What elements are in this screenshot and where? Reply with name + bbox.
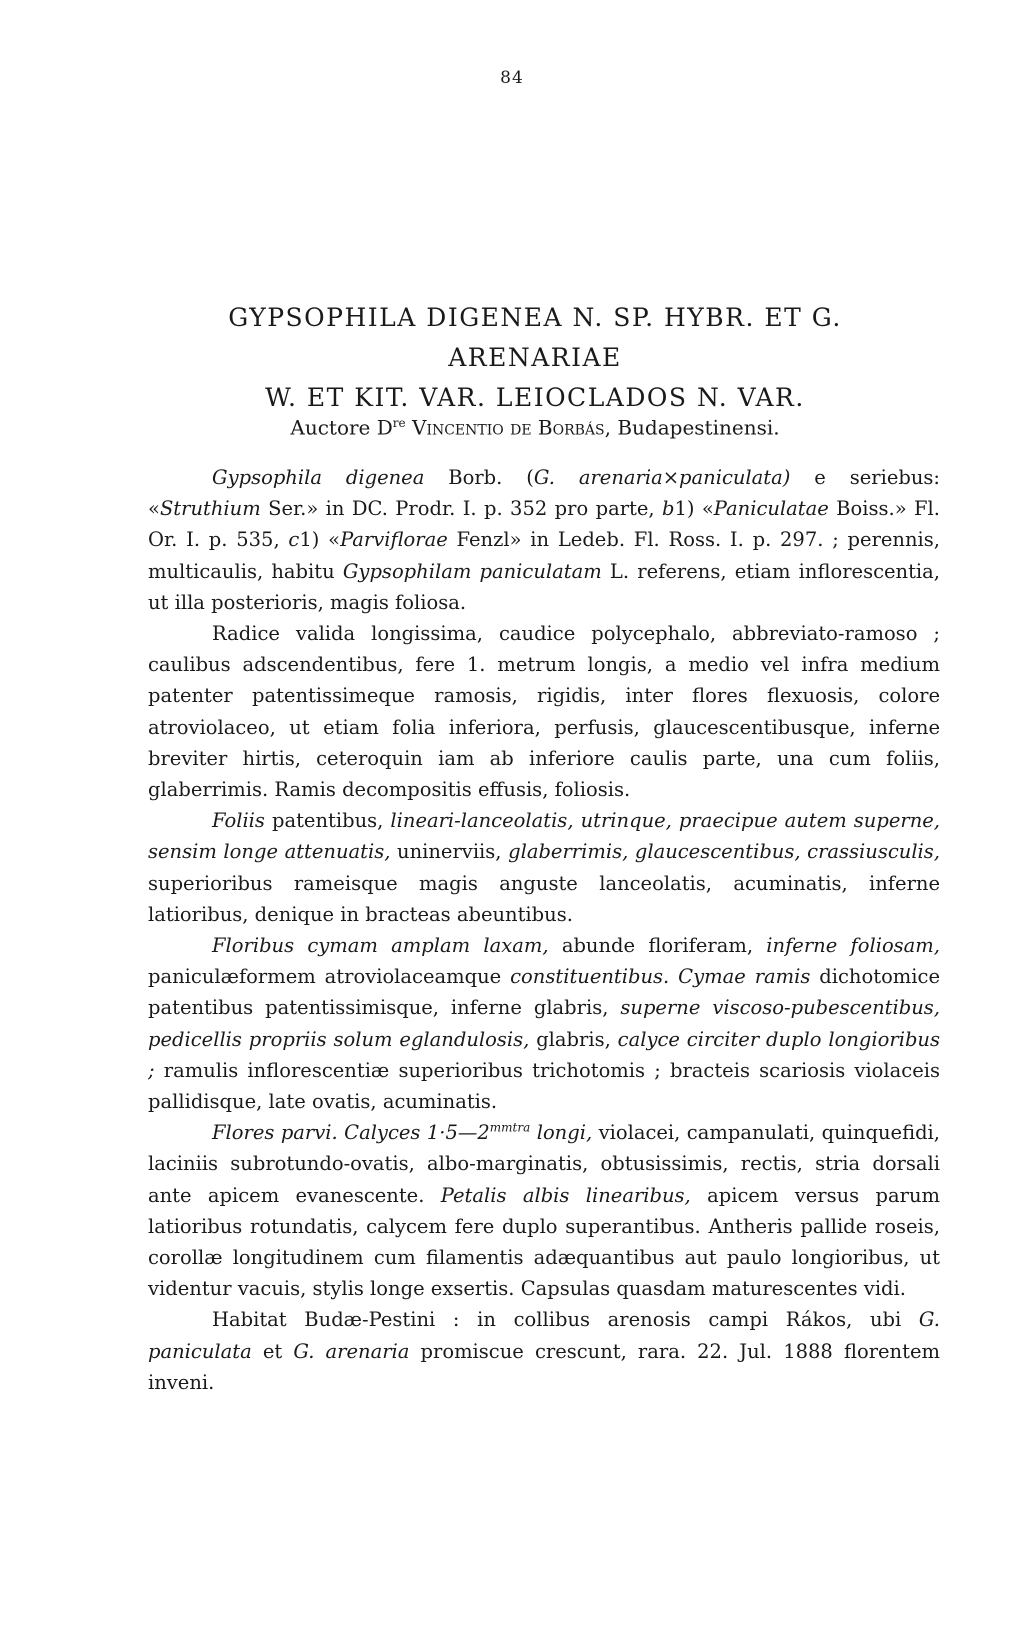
text-run: constituentibus. Cymae ramis [510, 965, 811, 989]
text-run: et [251, 1339, 294, 1363]
author-line [140, 410, 930, 441]
paragraph-radix [148, 618, 940, 805]
text-run: G. paniculata [148, 1308, 940, 1363]
text-run: longi, [530, 1121, 593, 1145]
text-run: Gypsophilam paniculatam [342, 559, 602, 583]
text-run: Foliis [212, 809, 265, 833]
text-run: apicem versus parum latioribus rotundatis, calycem fere duplo superantibus. Antheris pallide roseis, corollæ longitudinem cum filamentis adæquantibus aut paulo longioribus, ut videntur vacuis, stylis longe exsertis. Capsulas quasdam maturescentes vidi. [148, 1183, 941, 1301]
author-suffix: , Budapestinensi. [604, 415, 780, 440]
text-run: c [288, 528, 300, 552]
text-run: inferne foliosam, [766, 934, 941, 958]
author-degree: re [392, 416, 406, 430]
text-run: calyce circiter duplo longioribus ; [148, 1027, 940, 1082]
text-run: dichotomice patentibus patentissimisque, inferne glabris, [148, 965, 940, 1020]
text-run: L. referens, etiam inflorescentia, ut illa posterioris, magis foliosa. [148, 559, 940, 614]
text-run: b [661, 497, 675, 521]
page-number: 84 [500, 68, 524, 88]
article-body [148, 462, 940, 1398]
text-run: lineari-lanceolatis, utrinque, praecipue autem superne, sensim longe attenuatis, [148, 809, 940, 864]
text-run: Parviflorae [340, 528, 448, 552]
species-name: Gypsophila digenea [212, 466, 425, 489]
text-run: Habitat Budæ-Pestini : in collibus arenosis campi Rákos, ubi [212, 1308, 919, 1332]
text-run: G. arenaria [293, 1339, 410, 1363]
text-run: glabris, [529, 1027, 618, 1051]
unit-superscript: mmtra [489, 1120, 531, 1135]
text-run: paniculæformem atroviolaceamque [148, 965, 511, 989]
text-run: Radice valida longissima, caudice polycephalo, abbreviato-ramoso ; caulibus adscendentibus, fere 1. metrum longis, a medio vel infra medium patenter patentissimeque ramosis, rigidis, inter flores flexuosis, colore atroviolaceo, ut etiam folia inferiora, perfusis, glaucescentibusque, inferne breviter hirtis, ceteroquin iam ab inferiore caulis parte, una cum foliis, glaberrimis. Ramis decompositis effusis, foliosis. [148, 622, 940, 802]
text-run: violacei, campanulati, quinquefidi, laciniis subrotundo-ovatis, albo-marginatis, obtusissimis, rectis, stria dorsali ante apicem evanescente. [148, 1121, 940, 1207]
author-prefix: Auctore D [290, 415, 393, 440]
article-title [140, 298, 930, 418]
text-run: Boiss.» Fl. Or. I. p. 535, [148, 497, 940, 552]
text-run: patentibus, [264, 809, 391, 833]
text-run: G. arenaria×paniculata) [533, 466, 791, 489]
text-run: Fenzl» in Ledeb. Fl. Ross. I. p. 297. ; perennis, multicaulis, habitu [148, 528, 940, 583]
text-run: 1) « [674, 497, 714, 521]
text-run: uninerviis, [390, 840, 509, 864]
paragraph-habitat [148, 1304, 940, 1398]
text-run: superioribus rameisque magis anguste lanceolatis, acuminatis, inferne latioribus, denique in bracteas abeuntibus. [148, 871, 940, 926]
text-run: 1) « [299, 528, 341, 552]
text-run: superne viscoso-pubescentibus, pedicellis propriis solum eglandulosis, [148, 996, 940, 1051]
paragraph-calyx [148, 1117, 940, 1304]
text-run: Ser.» in DC. Prodr. I. p. 352 pro parte, [260, 497, 662, 521]
text-run: Paniculatae [713, 497, 829, 521]
text-run: ramulis inflorescentiæ superioribus trichotomis ; bracteis scariosis violaceis pallidisque, late ovatis, acuminatis. [148, 1058, 940, 1114]
text-run: abunde floriferam, [548, 934, 767, 958]
text-run: Borb. ( [424, 466, 534, 489]
text-run: Flores parvi. Calyces 1·5—2 [212, 1121, 490, 1145]
paragraph-flores [148, 930, 940, 1117]
text-run: promiscue crescunt, rara. 22. Jul. 1888 florentem inveni. [148, 1339, 940, 1394]
title-line-1: GYPSOPHILA DIGENEA N. SP. HYBR. ET G. ARENARIAE [228, 303, 842, 372]
paragraph-folia [148, 805, 940, 930]
title-line-2: W. ET KIT. VAR. LEIOCLADOS N. VAR. [265, 383, 805, 412]
paragraph-diagnosis [148, 462, 940, 618]
author-name: Vincentio de Borbás [412, 415, 605, 440]
text-run: Floribus cymam amplam laxam, [212, 934, 549, 958]
text-run: e seriebus: « [148, 466, 941, 521]
text-run: Struthium [159, 497, 261, 521]
text-run: Petalis albis linearibus, [440, 1183, 691, 1207]
text-run: glaberrimis, glaucescentibus, crassiusculis, [508, 840, 941, 864]
